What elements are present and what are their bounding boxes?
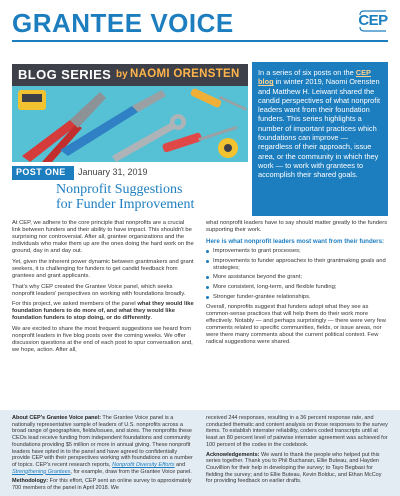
methodology-continued: received 244 responses, resulting in a 36 percent response rate, and conducted thematic and content analysis on those responses to the survey items. To establish interrater reliability, coders coded transcripts until at least an 80 percent level of pairwise interrater agreement was achieved for 100 percent of the codes in the codebook. (206, 415, 388, 448)
banner-by: by (116, 69, 128, 80)
bullet-icon (206, 296, 209, 299)
banner-author: NAOMI ORENSTEN (130, 68, 240, 80)
about-left (12, 415, 194, 495)
intro-part2: in winter 2019, Naomi Orensten and Matthew H. Leiwant shared the candid perspectives of what nonprofit leaders want from their foundation funders. This series highlights a number of important practices which foundations can improve — regardless of their approach, issue area, or the community in which they work — to work with grantees to accomplish their shared goals. (258, 77, 381, 180)
left-p4-end: . (150, 315, 153, 322)
post-tag (12, 166, 74, 180)
list-item (206, 284, 388, 291)
masthead-title: GRANTEE VOICE (12, 8, 234, 38)
bullet-icon (206, 276, 209, 279)
left-p1: At CEP, we adhere to the core principle that nonprofits are a crucial link between funders and their ability to have impact. This shouldn't be surprising nor controversial. After all, grantee organizations and the individuals who make them up are the ones doing the hard work on the ground, day in and day out. (12, 220, 194, 255)
masthead-rule (12, 40, 388, 42)
masthead (0, 0, 400, 44)
right-p2: Overall, nonprofits suggest that funders adopt what they see as common-sense practices that will help them do their work more effectively. Notably — and perhaps surprisingly — there were very few comments related to specific communities, fields, or issue areas, nor were there many comments about the current political context. Few radical suggestions were shared. (206, 303, 386, 346)
about-text2: and (174, 461, 186, 468)
bullet-icon (206, 286, 209, 289)
bullet-icon (206, 260, 209, 263)
left-p4-bold: what they would like foundation funders to do more of, and what they would like foundation funders to stop doing, or do differently (12, 301, 194, 322)
methodology-heading: Methodology: (12, 478, 49, 485)
post-tag-label: POST ONE (16, 167, 66, 177)
tools-photo (12, 86, 248, 162)
cep-logo-icon (358, 10, 388, 32)
list-item (206, 294, 388, 301)
list-item (206, 258, 388, 272)
bullet-text: More assistance beyond the grant; (213, 274, 302, 281)
left-p5: We are excited to share the most frequent suggestions we heard from nonprofit leaders in five blog posts over the coming weeks. We offer discussion questions at the end of each post to spur conversation and, we hope, action. After all, (12, 325, 193, 354)
list-item (206, 248, 388, 255)
left-p3: That's why CEP created the Grantee Voice panel, which seeks nonprofit leaders' perspectives on working with foundations broadly. (12, 283, 186, 297)
intro-text (258, 68, 382, 180)
left-column (12, 220, 194, 358)
bullet-list (206, 248, 388, 301)
about-heading: About CEP's Grantee Voice panel: (12, 415, 101, 421)
cep-blog-link[interactable]: CEP blog (258, 68, 371, 87)
right-heading: Here is what nonprofit leaders most want from their funders: (206, 237, 385, 245)
list-item (206, 274, 388, 281)
acknowledgements-heading: Acknowledgements: (206, 451, 260, 458)
bullet-icon (206, 250, 209, 253)
about-text3: , for example, draw from the Grantee Voice panel. (70, 468, 192, 475)
strengthening-grantees-link[interactable]: Strengthening Grantees (12, 468, 71, 475)
acknowledgements-paragraph (206, 452, 388, 486)
about-text1: The Grantee Voice panel is a nationally representative sample of leaders of U.S. nonprofits across a broad range of geographies, fields/issues, and sizes. The nonprofits these CEOs lead receive funding from independent foundations and community foundations providing $5 million or more in annual giving. These nonprofit leaders have opted in to the panel and have agreed to confidentially provide CEP with their perspectives working with foundations on a number of topics. CEP's recent research reports, (12, 415, 193, 468)
bullet-text: Improvements to funder approaches to their grantmaking goals and strategies; (213, 257, 386, 271)
about-paragraph (12, 415, 194, 475)
bullet-text: More consistent, long-term, and flexible funding; (213, 284, 337, 291)
post-title (56, 182, 246, 212)
post-header (12, 162, 248, 216)
post-date: January 31, 2019 (78, 167, 148, 177)
left-p4 (12, 301, 194, 322)
methodology-paragraph (12, 478, 194, 491)
bullet-text: Improvements to grant processes; (213, 247, 301, 254)
intro-box (252, 62, 388, 216)
nonprofit-diversity-link[interactable]: Nonprofit Diversity Efforts (112, 461, 175, 468)
logo-text: CEP (358, 12, 388, 29)
intro-part1: In a series of six posts on the (258, 68, 356, 77)
left-p4-start: For this project, we asked members of the panel (12, 301, 138, 308)
post-title-line1: Nonprofit Suggestions (56, 182, 183, 197)
bullet-text: Stronger funder-grantee relationships. (213, 293, 311, 300)
banner-series: BLOG SERIES (18, 67, 112, 82)
right-p1: what nonprofit leaders have to say should matter greatly to the funders supporting their work. (206, 220, 388, 234)
blog-series-banner (12, 64, 248, 86)
about-box (0, 410, 400, 496)
acknowledgements-text: We want to thank the people who helped put this series together. Thank you to Phil Buchanan, Ellie Buteau, and Hayden Couvillion for their help in developing the survey; to Tayo Begbasi for fielding the survey; and to Ellie Buteau, Kevin Bolduc, and Ethan McCoy for providing feedback on earlier drafts. (206, 451, 382, 485)
about-right (206, 415, 388, 488)
methodology-text: For this effort, CEP sent an online survey to approximately 700 members of the panel in April 2018. We (12, 478, 192, 492)
post-title-line2: for Funder Improvement (56, 197, 195, 212)
right-column (206, 220, 388, 350)
left-p2: Yet, given the inherent power dynamic between grantmakers and grant seekers, it is challenging for funders to get candid feedback from grantees and grant applicants. (12, 258, 194, 280)
